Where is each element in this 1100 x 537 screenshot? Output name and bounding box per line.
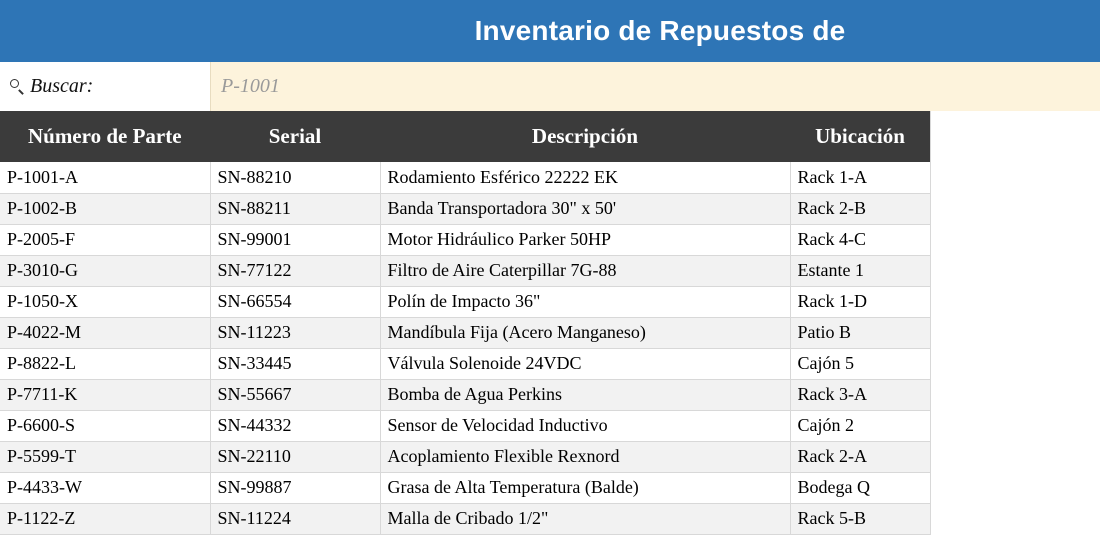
cell-descripcion: Acoplamiento Flexible Rexnord	[380, 441, 790, 472]
cell-descripcion: Grasa de Alta Temperatura (Balde)	[380, 472, 790, 503]
cell-numero-de-parte: P-1050-X	[0, 286, 210, 317]
cell-serial: SN-22110	[210, 441, 380, 472]
cell-serial: SN-88210	[210, 162, 380, 193]
cell-descripcion: Motor Hidráulico Parker 50HP	[380, 224, 790, 255]
cell-numero-de-parte: P-4433-W	[0, 472, 210, 503]
cell-serial: SN-11223	[210, 317, 380, 348]
inventory-table	[0, 111, 931, 535]
search-bar	[0, 62, 1100, 111]
table-body	[0, 162, 930, 534]
cell-ubicacion: Rack 1-D	[790, 286, 930, 317]
cell-descripcion: Válvula Solenoide 24VDC	[380, 348, 790, 379]
cell-serial: SN-77122	[210, 255, 380, 286]
cell-serial: SN-55667	[210, 379, 380, 410]
cell-descripcion: Polín de Impacto 36"	[380, 286, 790, 317]
cell-descripcion: Rodamiento Esférico 22222 EK	[380, 162, 790, 193]
table-row[interactable]	[0, 193, 930, 224]
table-row[interactable]	[0, 224, 930, 255]
column-header-numero-de-parte[interactable]: Número de Parte	[0, 111, 210, 162]
column-header-ubicacion[interactable]: Ubicación	[790, 111, 930, 162]
cell-numero-de-parte: P-5599-T	[0, 441, 210, 472]
cell-ubicacion: Rack 5-B	[790, 503, 930, 534]
cell-serial: SN-44332	[210, 410, 380, 441]
cell-numero-de-parte: P-4022-M	[0, 317, 210, 348]
cell-ubicacion: Rack 1-A	[790, 162, 930, 193]
cell-numero-de-parte: P-7711-K	[0, 379, 210, 410]
cell-ubicacion: Patio B	[790, 317, 930, 348]
cell-serial: SN-99001	[210, 224, 380, 255]
cell-numero-de-parte: P-2005-F	[0, 224, 210, 255]
table-row[interactable]	[0, 255, 930, 286]
cell-numero-de-parte: P-8822-L	[0, 348, 210, 379]
table-row[interactable]	[0, 162, 930, 193]
cell-descripcion: Sensor de Velocidad Inductivo	[380, 410, 790, 441]
page-title: Inventario de Repuestos de	[474, 15, 846, 46]
cell-descripcion: Mandíbula Fija (Acero Manganeso)	[380, 317, 790, 348]
cell-numero-de-parte: P-6600-S	[0, 410, 210, 441]
cell-numero-de-parte: P-1002-B	[0, 193, 210, 224]
table-row[interactable]	[0, 348, 930, 379]
cell-ubicacion: Rack 3-A	[790, 379, 930, 410]
cell-numero-de-parte: P-1122-Z	[0, 503, 210, 534]
table-row[interactable]	[0, 410, 930, 441]
table-row[interactable]	[0, 441, 930, 472]
cell-ubicacion: Rack 2-A	[790, 441, 930, 472]
cell-descripcion: Bomba de Agua Perkins	[380, 379, 790, 410]
table-header	[0, 111, 930, 162]
cell-ubicacion: Bodega Q	[790, 472, 930, 503]
cell-ubicacion: Estante 1	[790, 255, 930, 286]
cell-serial: SN-88211	[210, 193, 380, 224]
search-input-value: P-1001	[221, 75, 280, 97]
cell-descripcion: Filtro de Aire Caterpillar 7G-88	[380, 255, 790, 286]
table-row[interactable]	[0, 472, 930, 503]
inventory-table-container	[0, 111, 930, 535]
cell-numero-de-parte: P-1001-A	[0, 162, 210, 193]
search-input[interactable]	[210, 62, 1100, 111]
cell-ubicacion: Rack 4-C	[790, 224, 930, 255]
window-title-bar	[0, 0, 1100, 62]
cell-serial: SN-33445	[210, 348, 380, 379]
cell-numero-de-parte: P-3010-G	[0, 255, 210, 286]
search-icon	[9, 78, 26, 95]
search-label-cell	[0, 62, 210, 111]
cell-ubicacion: Cajón 5	[790, 348, 930, 379]
cell-serial: SN-66554	[210, 286, 380, 317]
table-row[interactable]	[0, 379, 930, 410]
cell-serial: SN-99887	[210, 472, 380, 503]
search-label: Buscar:	[30, 74, 94, 97]
cell-serial: SN-11224	[210, 503, 380, 534]
cell-descripcion: Banda Transportadora 30" x 50'	[380, 193, 790, 224]
cell-descripcion: Malla de Cribado 1/2"	[380, 503, 790, 534]
table-row[interactable]	[0, 286, 930, 317]
column-header-descripcion[interactable]: Descripción	[380, 111, 790, 162]
table-row[interactable]	[0, 317, 930, 348]
table-row[interactable]	[0, 503, 930, 534]
table-header-row	[0, 111, 930, 162]
column-header-serial[interactable]: Serial	[210, 111, 380, 162]
cell-ubicacion: Cajón 2	[790, 410, 930, 441]
cell-ubicacion: Rack 2-B	[790, 193, 930, 224]
